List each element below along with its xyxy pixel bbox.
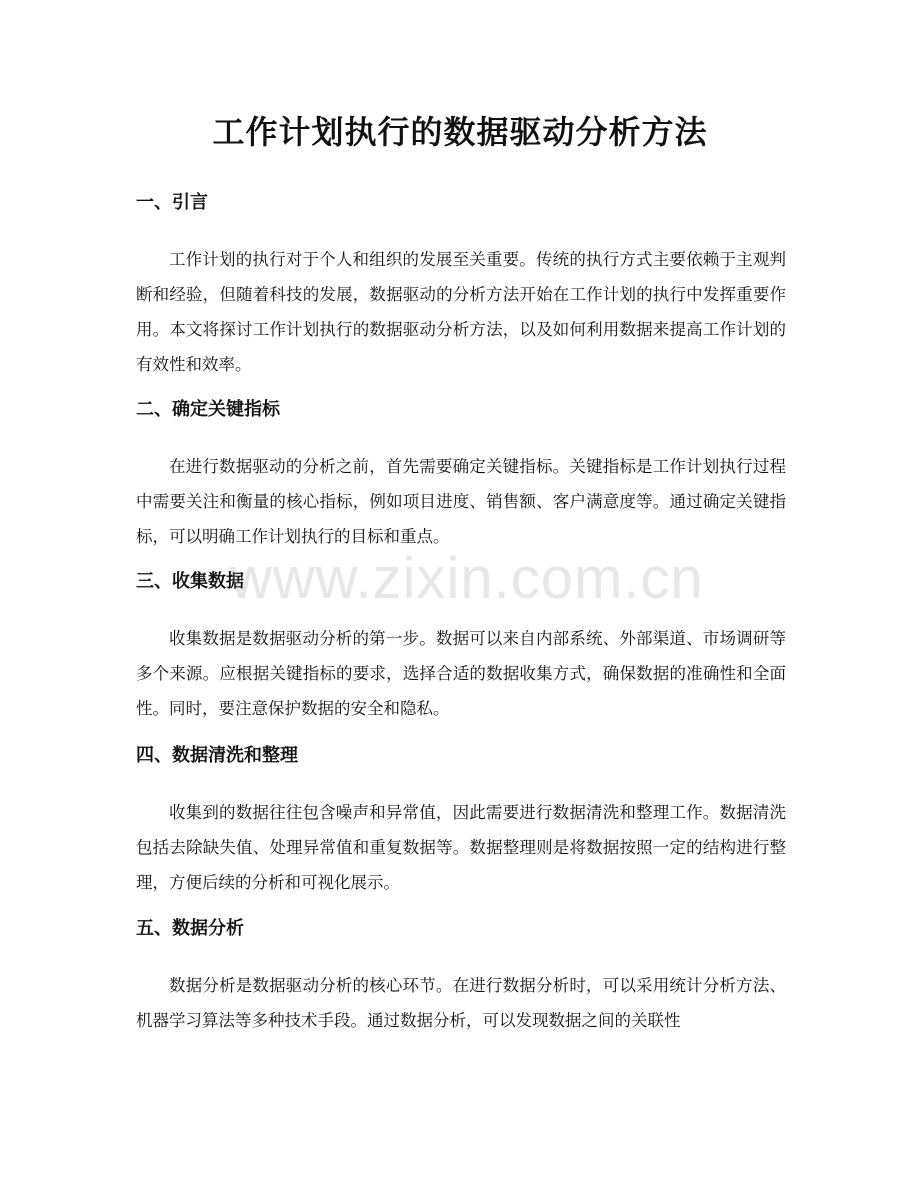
watermark-text: www.zixin.com.cn: [230, 546, 704, 611]
section-paragraph: 工作计划的执行对于个人和组织的发展至关重要。传统的执行方式主要依赖于主观判断和经验，但随着科技的发展，数据驱动的分析方法开始在工作计划的执行中发挥重要作用。本文将探讨工作计划执行的数据驱动分析方法，以及如何利用数据来提高工作计划的有效性和效率。: [136, 250, 786, 374]
section-key-indicators: [136, 398, 786, 554]
section-data-analysis: [136, 917, 786, 1038]
section-data-cleaning: [136, 744, 786, 900]
section-paragraph: 收集到的数据往往包含噪声和异常值，因此需要进行数据清洗和整理工作。数据清洗包括去除缺失值、处理异常值和重复数据等。数据整理则是将数据按照一定的结构进行整理，方便后续的分析和可视化展示。: [136, 803, 786, 892]
section-heading: 二、确定关键指标: [136, 399, 280, 420]
section-heading: 四、数据清洗和整理: [136, 745, 298, 766]
section-paragraph: 在进行数据驱动的分析之前，首先需要确定关键指标。关键指标是工作计划执行过程中需要关注和衡量的核心指标，例如项目进度、销售额、客户满意度等。通过确定关键指标，可以明确工作计划执行的目标和重点。: [136, 457, 786, 546]
section-paragraph: 收集数据是数据驱动分析的第一步。数据可以来自内部系统、外部渠道、市场调研等多个来源。应根据关键指标的要求，选择合适的数据收集方式，确保数据的准确性和全面性。同时，要注意保护数据的安全和隐私。: [136, 629, 786, 718]
section-heading: 一、引言: [136, 192, 208, 213]
section-heading: 五、数据分析: [136, 918, 244, 939]
section-paragraph: 数据分析是数据驱动分析的核心环节。在进行数据分析时，可以采用统计分析方法、机器学习算法等多种技术手段。通过数据分析，可以发现数据之间的关联性: [136, 976, 786, 1030]
document-title: 工作计划执行的数据驱动分析方法: [212, 113, 708, 151]
section-heading: 三、收集数据: [136, 571, 244, 592]
section-introduction: [136, 191, 786, 382]
